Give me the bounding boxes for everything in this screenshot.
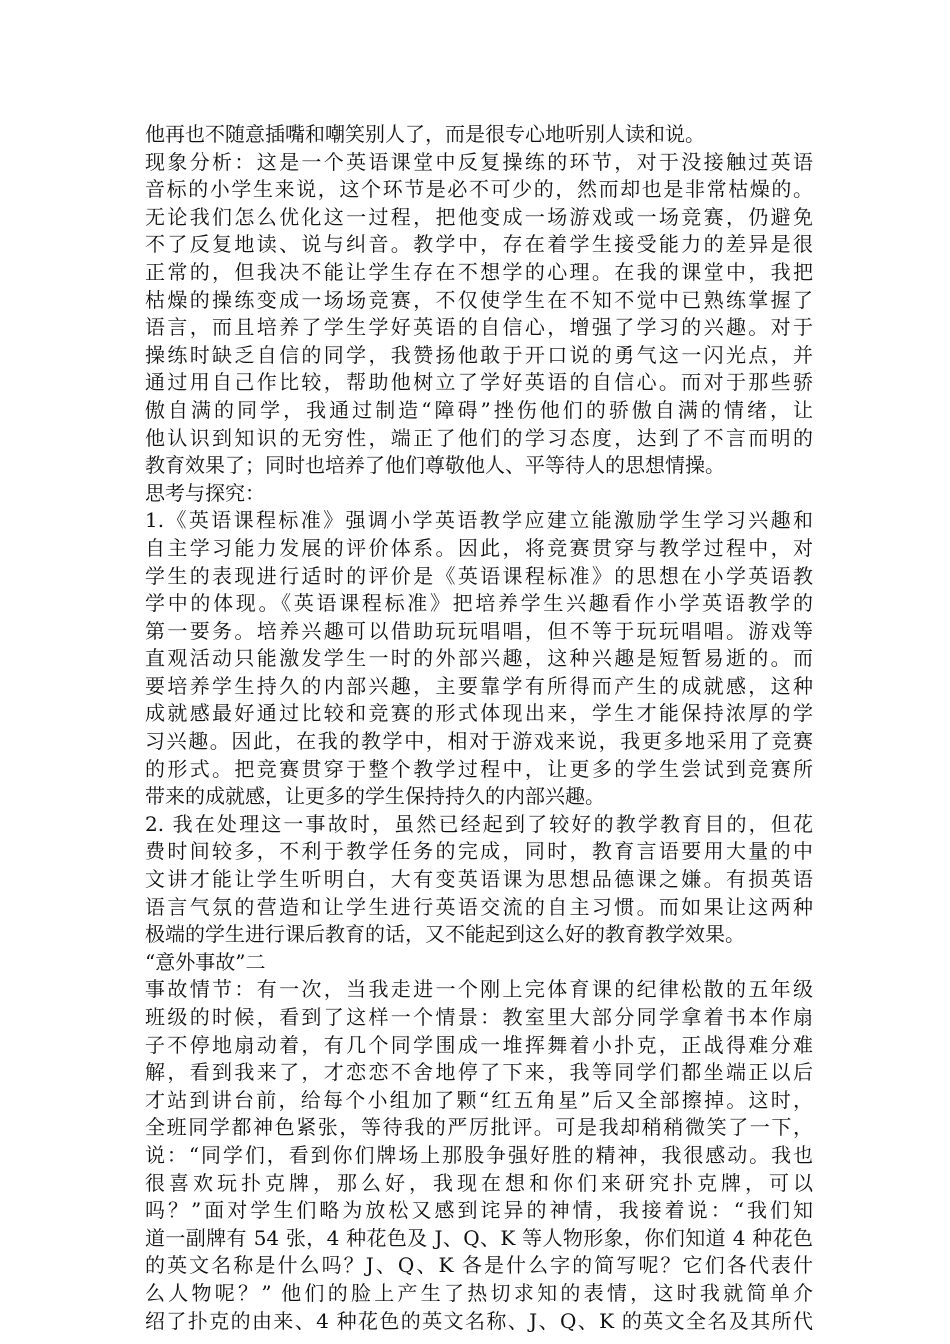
text-line: 操练时缺乏自信的同学，我赞扬他敢于开口说的勇气这一闪光点，并 bbox=[145, 342, 813, 367]
text-line: 现象分析：这是一个英语课堂中反复操练的环节，对于没接触过英语 bbox=[145, 149, 813, 174]
section-heading: 思考与探究： bbox=[145, 480, 265, 505]
section-heading: “意外事故”二 bbox=[145, 949, 266, 974]
text-line: 直观活动只能激发学生一时的外部兴趣，这种兴趣是短暂易逝的。而 bbox=[145, 646, 813, 671]
text-line: 说：“同学们，看到你们牌场上那股争强好胜的精神，我很感动。我也 bbox=[145, 1142, 813, 1167]
text-line: 通过用自己作比较，帮助他树立了学好英语的自信心。而对于那些骄 bbox=[145, 370, 813, 395]
text-line: 第一要务。培养兴趣可以借助玩玩唱唱，但不等于玩玩唱唱。游戏等 bbox=[145, 618, 813, 643]
text-line: 学生的表现进行适时的评价是《英语课程标准》的思想在小学英语教 bbox=[145, 563, 813, 588]
text-line: 正常的，但我决不能让学生存在不想学的心理。在我的课堂中，我把 bbox=[145, 259, 813, 284]
text-line: 语言气氛的营造和让学生进行英语交流的自主习惯。而如果让这两种 bbox=[145, 894, 813, 919]
text-line: 傲自满的同学，我通过制造“障碍”挫伤他们的骄傲自满的情绪，让 bbox=[145, 397, 813, 422]
text-line: 文讲才能让学生听明白，大有变英语课为思想品德课之嫌。有损英语 bbox=[145, 867, 813, 892]
text-line: 2. 我在处理这一事故时，虽然已经起到了较好的教学教育目的，但花 bbox=[145, 811, 813, 836]
text-line: 1.《英语课程标准》强调小学英语教学应建立能激励学生学习兴趣和 bbox=[145, 508, 813, 533]
text-line: 他认识到知识的无穷性，端正了他们的学习态度，达到了不言而明的 bbox=[145, 425, 813, 450]
text-line: 费时间较多，不利于教学任务的完成，同时，教育言语要用大量的中 bbox=[145, 839, 813, 864]
text-line: 才站到讲台前，给每个小组加了颗“红五角星”后又全部擦掉。这时， bbox=[145, 1087, 813, 1112]
text-line: 语言，而且培养了学生学好英语的自信心，增强了学习的兴趣。对于 bbox=[145, 315, 813, 340]
text-line: 无论我们怎么优化这一过程，把他变成一场游戏或一场竞赛，仍避免 bbox=[145, 204, 813, 229]
text-line: 音标的小学生来说，这个环节是必不可少的，然而却也是非常枯燥的。 bbox=[145, 177, 813, 202]
text-line: 学中的体现。《英语课程标准》把培养学生兴趣看作小学英语教学的 bbox=[145, 591, 813, 616]
text-line: 绍了扑克的由来、4 种花色的英文名称、J、Q、K 的英文全名及其所代 bbox=[145, 1308, 813, 1333]
text-line: 他再也不随意插嘴和嘲笑别人了，而是很专心地听别人读和说。 bbox=[145, 122, 705, 146]
document-page bbox=[145, 121, 813, 1335]
text-line: 自主学习能力发展的评价体系。因此，将竞赛贯穿与教学过程中，对 bbox=[145, 535, 813, 560]
text-line: 习兴趣。因此，在我的教学中，相对于游戏来说，我更多地采用了竞赛 bbox=[145, 729, 813, 754]
text-line: 吗？”面对学生们略为放松又感到诧异的神情，我接着说：“我们知 bbox=[145, 1198, 813, 1223]
text-line: 的英文名称是什么吗？J、Q、K 各是什么字的简写呢？它们各代表什 bbox=[145, 1253, 813, 1278]
text-line: 班级的时候，看到了这样一个情景：教室里大部分同学拿着书本作扇 bbox=[145, 1005, 813, 1029]
text-line: 不了反复地读、说与纠音。教学中，存在着学生接受能力的差异是很 bbox=[145, 232, 813, 257]
text-line: 枯燥的操练变成一场场竞赛，不仅使学生在不知不觉中已熟练掌握了 bbox=[145, 287, 813, 312]
text-line: 极端的学生进行课后教育的话，又不能起到这么好的教育教学效果。 bbox=[145, 922, 745, 947]
text-line: 么人物呢？” 他们的脸上产生了热切求知的表情，这时我就简单介 bbox=[145, 1280, 813, 1305]
text-line: 全班同学都神色紧张，等待我的严厉批评。可是我却稍稍微笑了一下， bbox=[145, 1115, 813, 1140]
text-line: 带来的成就感，让更多的学生保持持久的内部兴趣。 bbox=[145, 784, 605, 809]
text-line: 子不停地扇动着，有几个同学围成一堆挥舞着小扑克，正战得难分难 bbox=[145, 1032, 813, 1057]
text-line: 的形式。把竞赛贯穿于整个教学过程中，让更多的学生尝试到竞赛所 bbox=[145, 756, 813, 781]
text-line: 要培养学生持久的内部兴趣，主要靠学有所得而产生的成就感，这种 bbox=[145, 673, 813, 698]
text-line: 事故情节：有一次，当我走进一个刚上完体育课的纪律松散的五年级 bbox=[145, 977, 813, 1002]
text-line: 道一副牌有 54 张，4 种花色及 J、Q、K 等人物形象，你们知道 4 种花色 bbox=[145, 1225, 813, 1250]
text-line: 解，看到我来了，才恋恋不舍地停了下来，我等同学们都坐端正以后 bbox=[145, 1060, 813, 1085]
text-line: 教育效果了；同时也培养了他们尊敬他人、平等待人的思想情操。 bbox=[145, 453, 725, 478]
text-line: 成就感最好通过比较和竞赛的形式体现出来，学生才能保持浓厚的学 bbox=[145, 701, 813, 726]
text-line: 很喜欢玩扑克牌，那么好，我现在想和你们来研究扑克牌，可以 bbox=[145, 1170, 813, 1195]
